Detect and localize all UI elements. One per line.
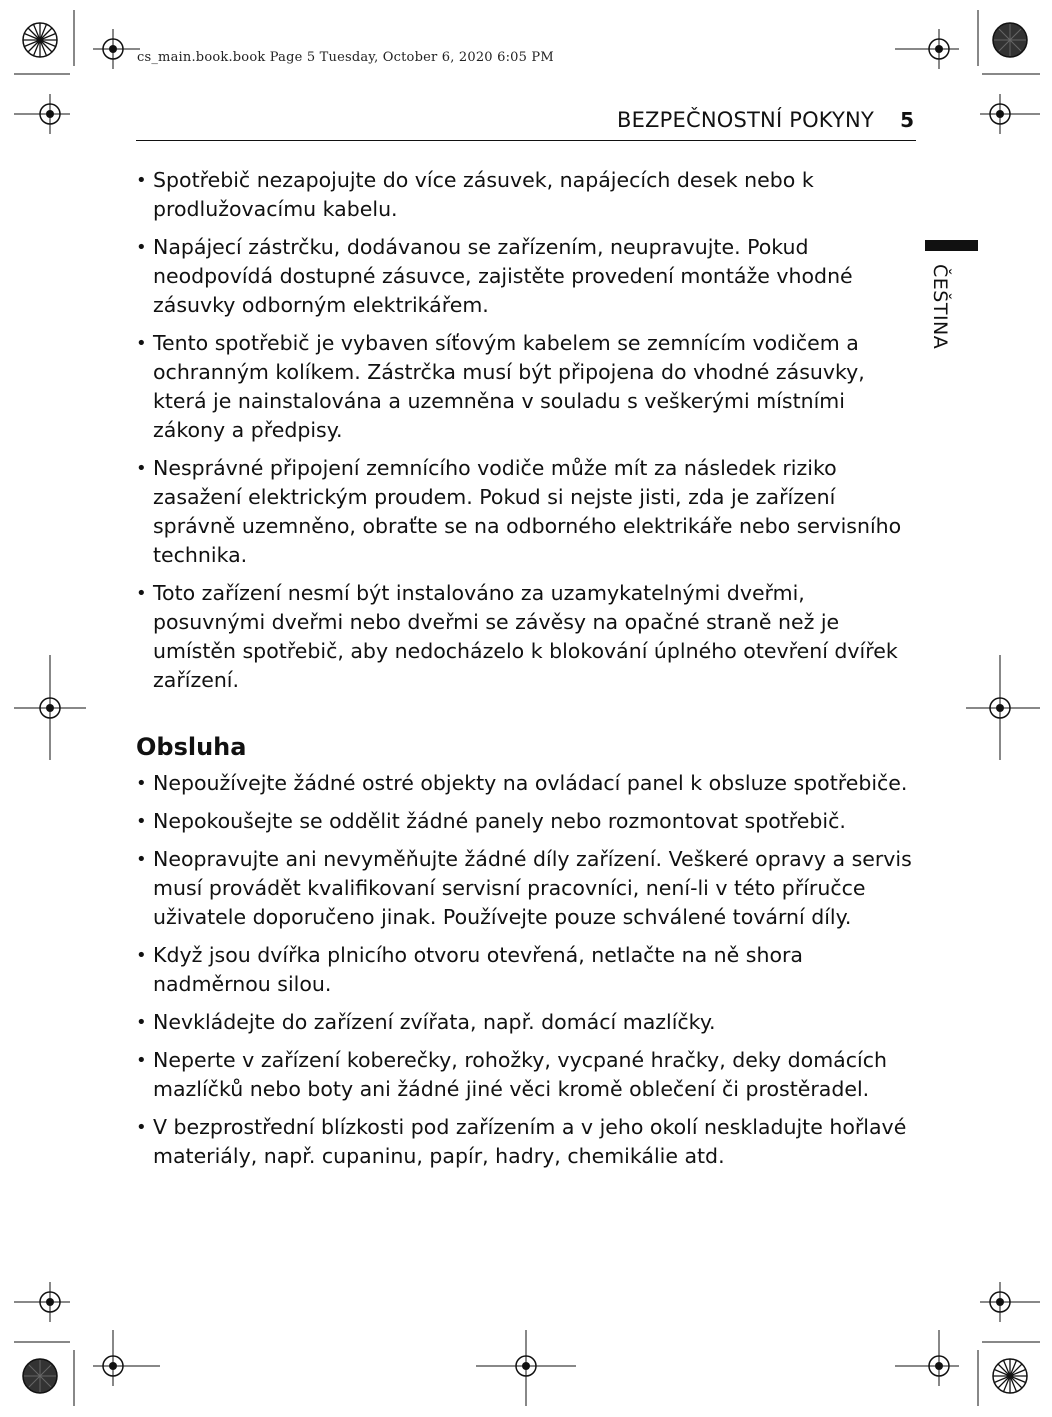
page-title: BEZPEČNOSTNÍ POKYNY	[616, 108, 874, 132]
list-item: • Nesprávné připojení zemnícího vodiče může mít za následek riziko zasažení elektrickým proudem. Pokud si nejste jisti, zda je zařízení správně uzemněno, obraťte se na odborného elektrikáře nebo servisního technika.	[136, 454, 916, 570]
list-item: • Nevkládejte do zařízení zvířata, např. domácí mazlíčky.	[136, 1008, 916, 1037]
operation-list	[136, 769, 916, 1171]
print-slug: cs_main.book.book Page 5 Tuesday, October 6, 2020 6:05 PM	[137, 50, 554, 65]
list-item: • Nepoužívejte žádné ostré objekty na ovládací panel k obsluze spotřebiče.	[136, 769, 916, 798]
list-item: • Napájecí zástrčku, dodávanou se zařízením, neupravujte. Pokud neodpovídá dostupné zásuvce, zajistěte provedení montáže vhodné zásuvky odborným elektrikářem.	[136, 233, 916, 320]
list-item: • Toto zařízení nesmí být instalováno za uzamykatelnými dveřmi, posuvnými dveřmi nebo dveřmi se závěsy na opačné straně než je umístěn spotřebič, aby nedocházelo k blokování úplného otevření dvířek zařízení.	[136, 579, 916, 695]
language-tab-bar	[925, 240, 978, 251]
page-number: 5	[900, 108, 914, 132]
main-content	[136, 166, 916, 1180]
list-item: • Neopravujte ani nevyměňujte žádné díly zařízení. Veškeré opravy a servis musí provádět kvalifikovaní servisní pracovníci, není-li v této příručce uživatele doporučeno jinak. Používejte pouze schválené tovární díly.	[136, 845, 916, 932]
section-heading: Obsluha	[136, 733, 247, 761]
list-item: • Když jsou dvířka plnicího otvoru otevřená, netlačte na ně shora nadměrnou silou.	[136, 941, 916, 999]
language-tab-label: ČEŠTINA	[929, 264, 951, 350]
list-item: • Tento spotřebič je vybaven síťovým kabelem se zemnícím vodičem a ochranným kolíkem. Zástrčka musí být připojena do vhodné zásuvky, která je nainstalována a uzemněna v souladu s veškerými místními zákony a předpisy.	[136, 329, 916, 445]
list-item: • Spotřebič nezapojujte do více zásuvek, napájecích desek nebo k prodlužovacímu kabelu.	[136, 166, 916, 224]
list-item: • Nepokoušejte se oddělit žádné panely nebo rozmontovat spotřebič.	[136, 807, 916, 836]
page-header	[136, 106, 916, 141]
safety-list	[136, 166, 916, 695]
list-item: • Neperte v zařízení koberečky, rohožky, vycpané hračky, deky domácích mazlíčků nebo boty ani žádné jiné věci kromě oblečení či prostěradel.	[136, 1046, 916, 1104]
list-item: • V bezprostřední blízkosti pod zařízením a v jeho okolí neskladujte hořlavé materiály, např. cupaninu, papír, hadry, chemikálie atd.	[136, 1113, 916, 1171]
